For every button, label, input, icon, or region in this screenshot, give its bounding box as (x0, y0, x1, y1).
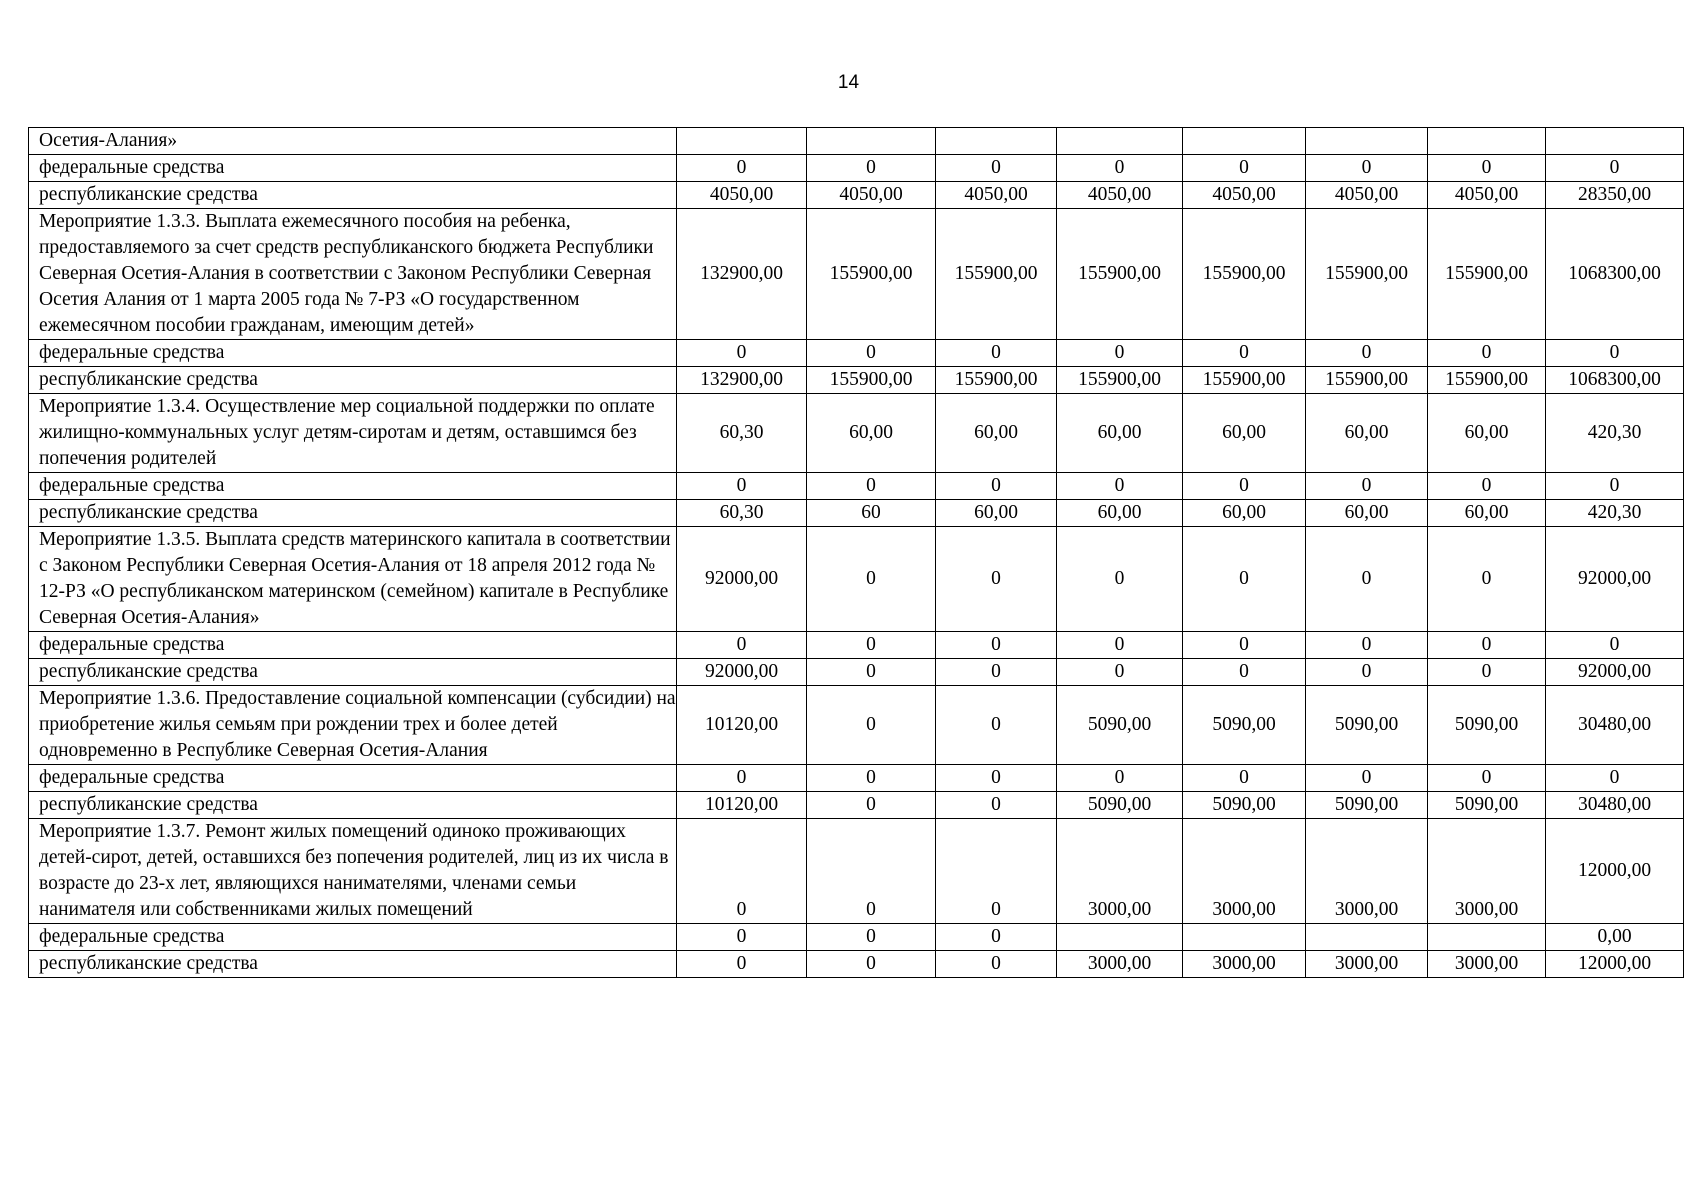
value-cell: 5090,00 (1428, 686, 1546, 765)
value-cell (936, 128, 1057, 155)
value-cell: 0 (677, 819, 807, 924)
value-cell: 0 (1306, 659, 1428, 686)
value-cell: 0 (936, 951, 1057, 978)
value-cell (1057, 924, 1183, 951)
page-number: 14 (837, 72, 860, 93)
value-cell: 420,30 (1546, 394, 1684, 473)
value-cell: 10120,00 (677, 686, 807, 765)
value-cell: 3000,00 (1183, 819, 1306, 924)
value-cell: 0 (1057, 659, 1183, 686)
value-cell: 0 (677, 765, 807, 792)
row-label: федеральные средства (29, 924, 677, 951)
value-cell: 0 (1057, 527, 1183, 632)
value-cell: 60,30 (677, 394, 807, 473)
value-cell: 0 (936, 473, 1057, 500)
value-cell: 1068300,00 (1546, 209, 1684, 340)
value-cell: 60,00 (936, 500, 1057, 527)
value-cell: 60,00 (936, 394, 1057, 473)
table-row (29, 128, 1684, 155)
value-cell (677, 128, 807, 155)
value-cell (807, 128, 936, 155)
value-cell: 0 (1306, 632, 1428, 659)
value-cell: 5090,00 (1057, 686, 1183, 765)
value-cell: 5090,00 (1183, 792, 1306, 819)
table-row (29, 686, 1684, 765)
row-label: Осетия-Алания» (29, 128, 677, 155)
value-cell (1546, 128, 1684, 155)
value-cell: 3000,00 (1057, 819, 1183, 924)
table-row (29, 527, 1684, 632)
value-cell: 0 (1183, 155, 1306, 182)
value-cell (1183, 128, 1306, 155)
value-cell: 92000,00 (677, 659, 807, 686)
value-cell: 155900,00 (1428, 367, 1546, 394)
value-cell: 60,00 (1183, 394, 1306, 473)
table-row (29, 659, 1684, 686)
value-cell: 0 (1306, 340, 1428, 367)
row-label: республиканские средства (29, 182, 677, 209)
value-cell: 0 (1428, 155, 1546, 182)
value-cell: 0 (1183, 473, 1306, 500)
value-cell: 155900,00 (1057, 209, 1183, 340)
row-label: республиканские средства (29, 500, 677, 527)
budget-table (28, 127, 1684, 978)
row-label: федеральные средства (29, 155, 677, 182)
value-cell: 0 (807, 659, 936, 686)
value-cell: 0 (936, 792, 1057, 819)
value-cell: 0 (936, 340, 1057, 367)
value-cell: 155900,00 (1057, 367, 1183, 394)
value-cell: 0 (1428, 659, 1546, 686)
value-cell: 0 (1546, 765, 1684, 792)
row-label: Мероприятие 1.3.7. Ремонт жилых помещений одиноко проживающих детей-сирот, детей, оставшихся без попечения родителей, лиц из их числа в возрасте до 23-х лет, являющихся нанимателями, членами семьи нанимателя или собственниками жилых помещений (29, 819, 677, 924)
value-cell: 0 (1183, 632, 1306, 659)
value-cell: 30480,00 (1546, 792, 1684, 819)
value-cell: 4050,00 (936, 182, 1057, 209)
value-cell: 155900,00 (807, 367, 936, 394)
value-cell: 3000,00 (1306, 951, 1428, 978)
value-cell: 3000,00 (1057, 951, 1183, 978)
value-cell: 420,30 (1546, 500, 1684, 527)
row-label: федеральные средства (29, 340, 677, 367)
value-cell: 60,00 (1428, 500, 1546, 527)
value-cell: 0 (1428, 632, 1546, 659)
value-cell: 4050,00 (1306, 182, 1428, 209)
value-cell: 0 (1306, 765, 1428, 792)
value-cell: 0 (936, 686, 1057, 765)
value-cell: 0 (1057, 765, 1183, 792)
value-cell: 5090,00 (1428, 792, 1546, 819)
value-cell: 30480,00 (1546, 686, 1684, 765)
value-cell (1306, 924, 1428, 951)
value-cell: 155900,00 (1306, 209, 1428, 340)
value-cell: 12000,00 (1546, 819, 1684, 924)
value-cell (1306, 128, 1428, 155)
value-cell: 4050,00 (1183, 182, 1306, 209)
value-cell: 0 (807, 527, 936, 632)
value-cell: 1068300,00 (1546, 367, 1684, 394)
value-cell (1057, 128, 1183, 155)
table-row (29, 182, 1684, 209)
value-cell: 155900,00 (1183, 367, 1306, 394)
value-cell: 155900,00 (936, 367, 1057, 394)
value-cell: 0 (1428, 473, 1546, 500)
value-cell: 0 (936, 765, 1057, 792)
row-label: республиканские средства (29, 659, 677, 686)
value-cell: 132900,00 (677, 209, 807, 340)
value-cell: 60,30 (677, 500, 807, 527)
value-cell: 0 (1183, 527, 1306, 632)
value-cell: 0 (1428, 340, 1546, 367)
value-cell: 3000,00 (1428, 819, 1546, 924)
value-cell: 0 (807, 951, 936, 978)
row-label: республиканские средства (29, 367, 677, 394)
value-cell: 0 (936, 527, 1057, 632)
value-cell: 60,00 (1183, 500, 1306, 527)
value-cell: 0 (1183, 765, 1306, 792)
row-label: Мероприятие 1.3.6. Предоставление социальной компенсации (субсидии) на приобретение жилья семьям при рождении трех и более детей одновременно в Республике Северная Осетия-Алания (29, 686, 677, 765)
row-label: федеральные средства (29, 765, 677, 792)
table-row (29, 765, 1684, 792)
table-row (29, 367, 1684, 394)
table-row (29, 924, 1684, 951)
value-cell: 155900,00 (807, 209, 936, 340)
value-cell: 5090,00 (1057, 792, 1183, 819)
value-cell: 155900,00 (1183, 209, 1306, 340)
value-cell: 0 (807, 686, 936, 765)
value-cell: 60,00 (1428, 394, 1546, 473)
value-cell: 155900,00 (1306, 367, 1428, 394)
value-cell: 0 (1057, 632, 1183, 659)
value-cell: 0 (677, 632, 807, 659)
value-cell: 0 (1428, 765, 1546, 792)
table-row (29, 394, 1684, 473)
value-cell: 0 (1546, 473, 1684, 500)
value-cell: 92000,00 (1546, 527, 1684, 632)
row-label: Мероприятие 1.3.4. Осуществление мер социальной поддержки по оплате жилищно-коммунальных услуг детям-сиротам и детям, оставшимся без попечения родителей (29, 394, 677, 473)
table-row (29, 340, 1684, 367)
value-cell: 0 (936, 632, 1057, 659)
value-cell: 3000,00 (1306, 819, 1428, 924)
row-label: федеральные средства (29, 632, 677, 659)
value-cell: 10120,00 (677, 792, 807, 819)
value-cell: 92000,00 (677, 527, 807, 632)
table-row (29, 819, 1684, 924)
value-cell: 0 (1546, 632, 1684, 659)
value-cell: 0 (1306, 473, 1428, 500)
value-cell: 4050,00 (1428, 182, 1546, 209)
value-cell: 0 (807, 819, 936, 924)
value-cell: 0,00 (1546, 924, 1684, 951)
value-cell: 28350,00 (1546, 182, 1684, 209)
value-cell: 0 (1183, 659, 1306, 686)
table-row (29, 500, 1684, 527)
table-row (29, 792, 1684, 819)
value-cell: 0 (936, 659, 1057, 686)
value-cell: 0 (1428, 527, 1546, 632)
row-label: Мероприятие 1.3.3. Выплата ежемесячного пособия на ребенка, предоставляемого за счет средств республиканского бюджета Республики Северная Осетия-Алания в соответствии с Законом Республики Северная Осетия Алания от 1 марта 2005 года № 7-РЗ «О государственном ежемесячном пособии гражданам, имеющим детей» (29, 209, 677, 340)
value-cell: 0 (807, 765, 936, 792)
value-cell: 0 (677, 155, 807, 182)
value-cell (1428, 924, 1546, 951)
value-cell: 0 (677, 924, 807, 951)
value-cell: 155900,00 (1428, 209, 1546, 340)
value-cell: 0 (677, 340, 807, 367)
value-cell: 0 (807, 792, 936, 819)
value-cell: 132900,00 (677, 367, 807, 394)
table-row (29, 209, 1684, 340)
value-cell: 4050,00 (677, 182, 807, 209)
value-cell: 0 (1057, 340, 1183, 367)
value-cell: 0 (807, 155, 936, 182)
value-cell (1428, 128, 1546, 155)
value-cell: 92000,00 (1546, 659, 1684, 686)
table-row (29, 473, 1684, 500)
value-cell: 4050,00 (1057, 182, 1183, 209)
value-cell (1183, 924, 1306, 951)
value-cell: 0 (936, 155, 1057, 182)
row-label: федеральные средства (29, 473, 677, 500)
value-cell: 5090,00 (1306, 792, 1428, 819)
value-cell: 60,00 (1306, 394, 1428, 473)
value-cell: 0 (1183, 340, 1306, 367)
value-cell: 0 (1306, 155, 1428, 182)
value-cell: 0 (807, 340, 936, 367)
value-cell: 60 (807, 500, 936, 527)
value-cell: 0 (936, 924, 1057, 951)
value-cell: 60,00 (1057, 394, 1183, 473)
table-row (29, 155, 1684, 182)
table-row (29, 632, 1684, 659)
value-cell: 60,00 (1306, 500, 1428, 527)
value-cell: 5090,00 (1306, 686, 1428, 765)
value-cell: 0 (1057, 473, 1183, 500)
value-cell: 0 (1546, 340, 1684, 367)
value-cell: 5090,00 (1183, 686, 1306, 765)
value-cell: 0 (1057, 155, 1183, 182)
value-cell: 155900,00 (936, 209, 1057, 340)
value-cell: 0 (1546, 155, 1684, 182)
value-cell: 60,00 (1057, 500, 1183, 527)
value-cell: 0 (1306, 527, 1428, 632)
row-label: республиканские средства (29, 792, 677, 819)
value-cell: 3000,00 (1428, 951, 1546, 978)
value-cell: 4050,00 (807, 182, 936, 209)
value-cell: 0 (807, 632, 936, 659)
value-cell: 3000,00 (1183, 951, 1306, 978)
value-cell: 0 (677, 951, 807, 978)
row-label: республиканские средства (29, 951, 677, 978)
table-row (29, 951, 1684, 978)
value-cell: 12000,00 (1546, 951, 1684, 978)
value-cell: 0 (807, 473, 936, 500)
value-cell: 60,00 (807, 394, 936, 473)
row-label: Мероприятие 1.3.5. Выплата средств материнского капитала в соответствии с Законом Республики Северная Осетия-Алания от 18 апреля 2012 года № 12-РЗ «О республиканском материнском (семейном) капитале в Республике Северная Осетия-Алания» (29, 527, 677, 632)
value-cell: 0 (677, 473, 807, 500)
value-cell: 0 (936, 819, 1057, 924)
value-cell: 0 (807, 924, 936, 951)
